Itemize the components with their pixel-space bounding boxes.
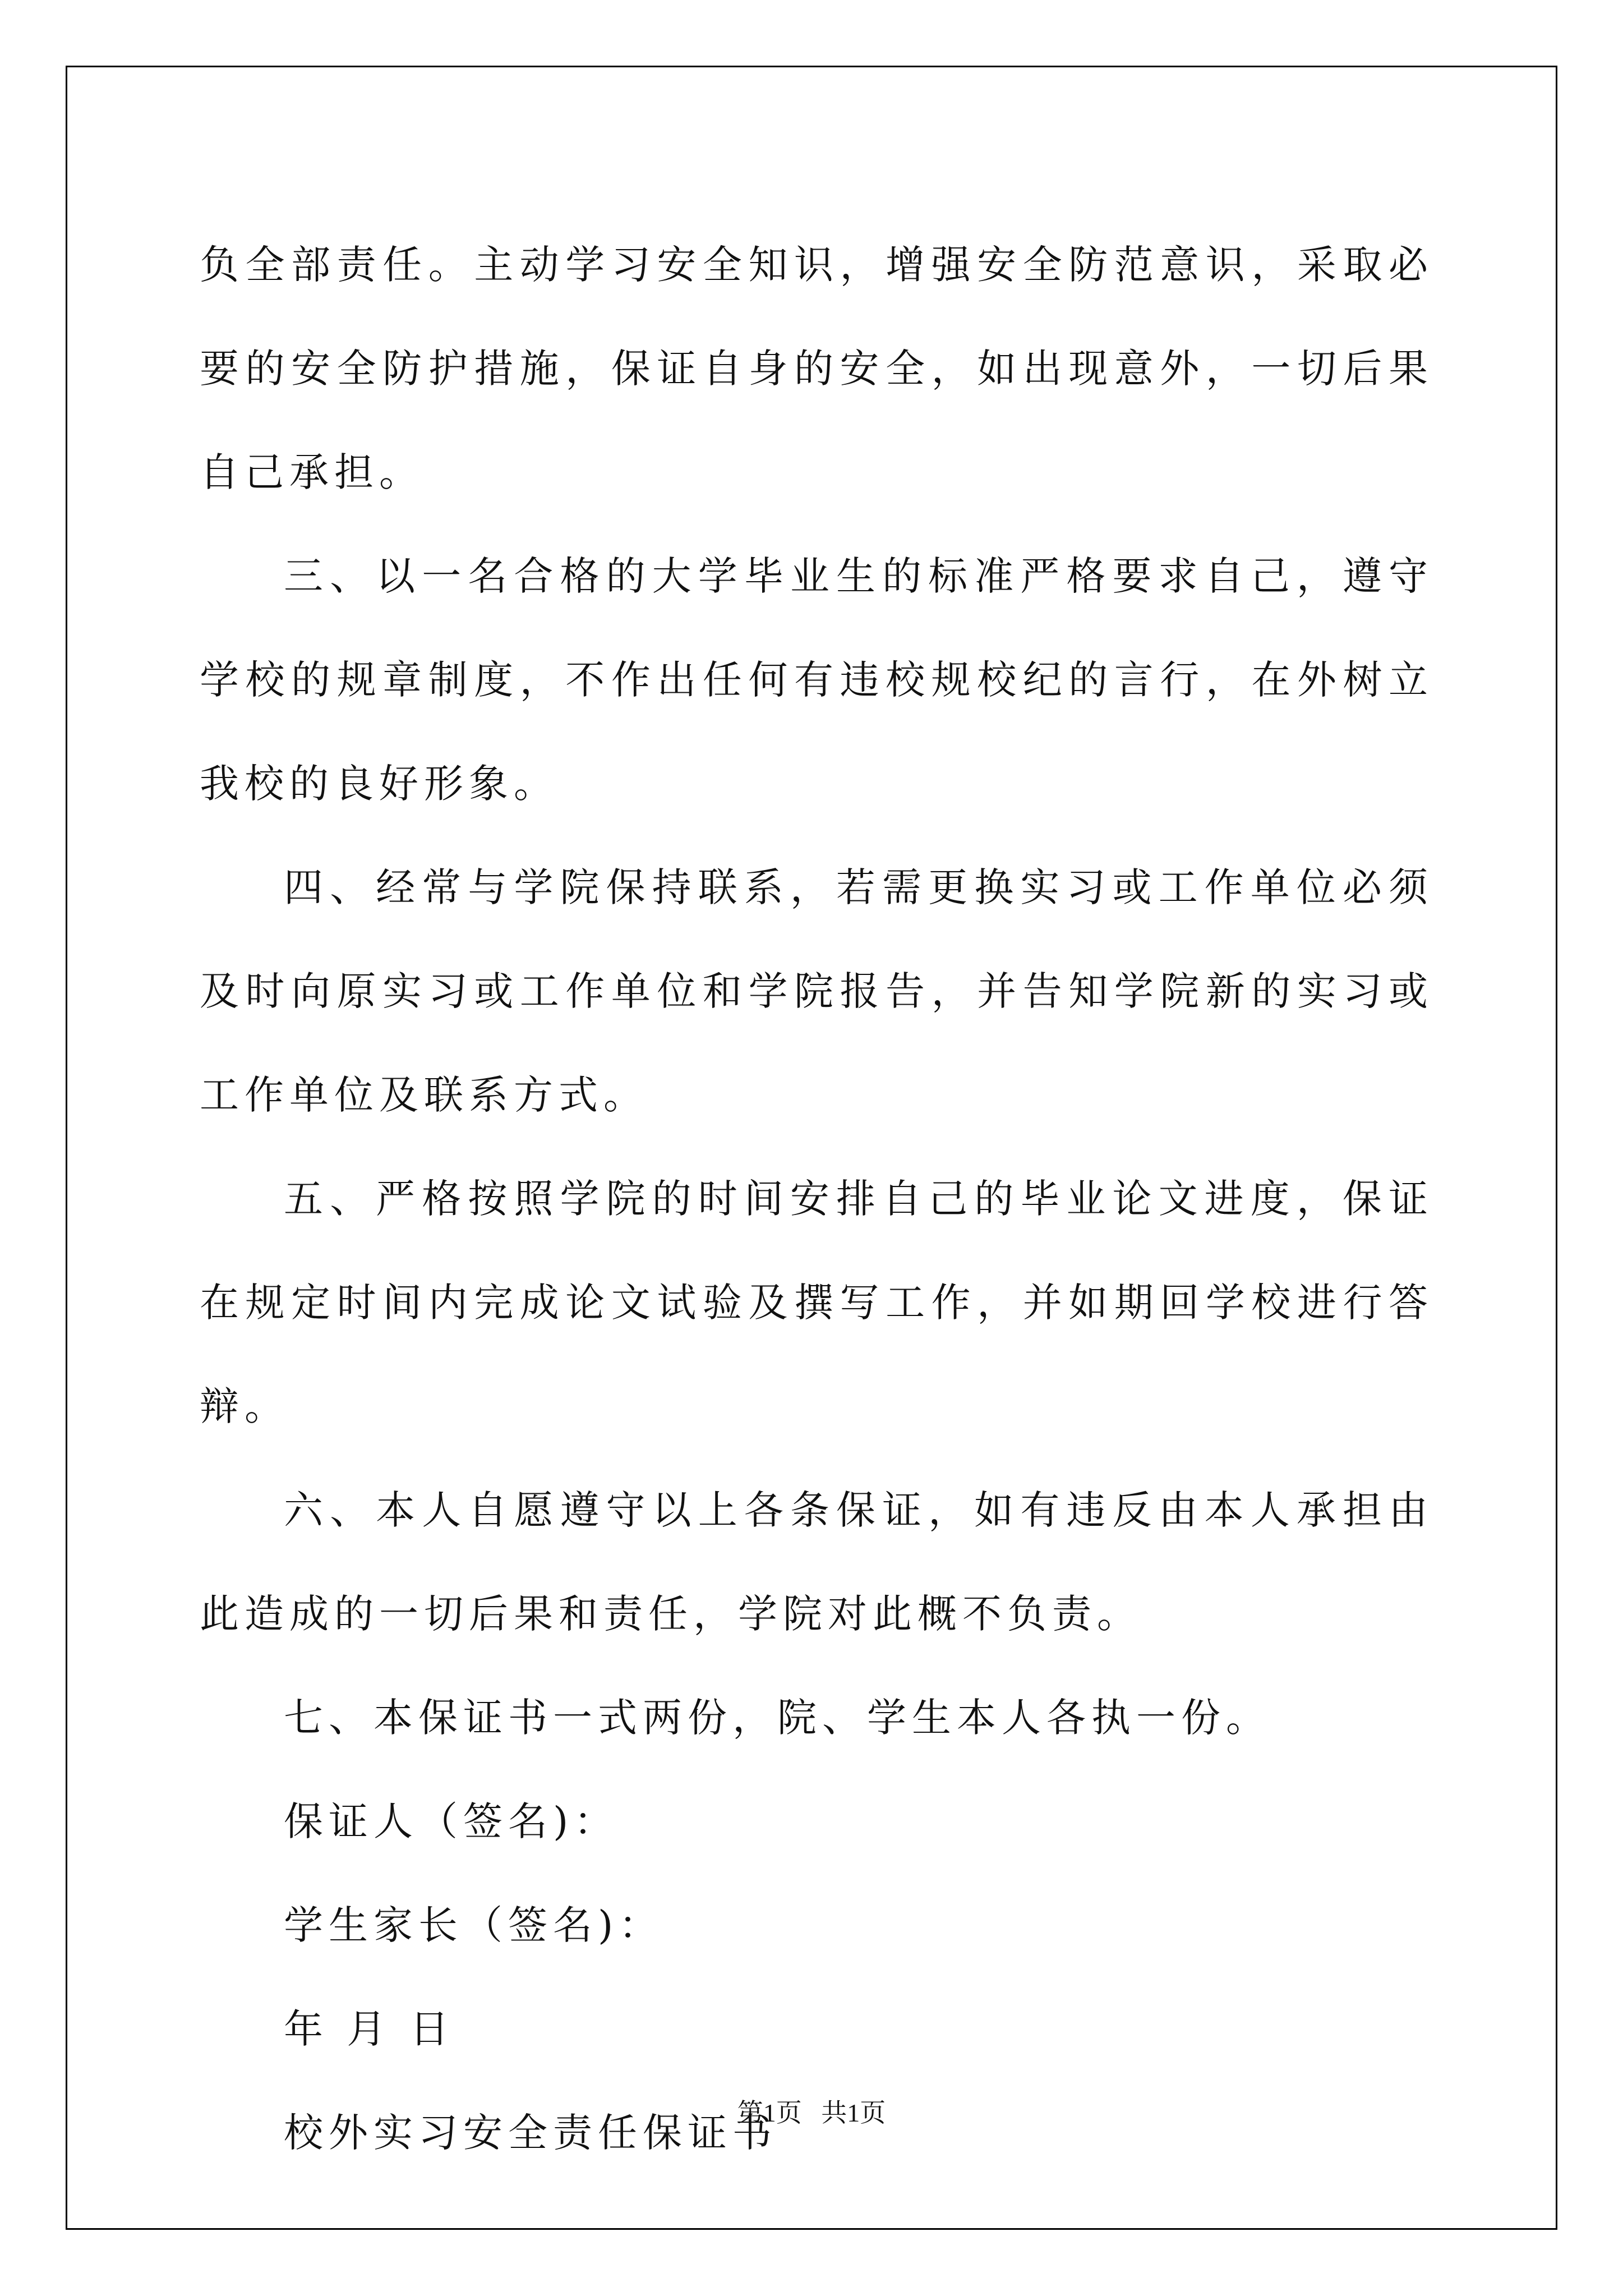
page-footer: 第1页 共1页 xyxy=(737,2099,886,2127)
paragraph: 三、以一名合格的大学毕业生的标准严格要求自己，遵守学校的规章制度，不作出任何有违校规校纪的言行，在外树立我校的良好形象。 xyxy=(200,553,1433,807)
date-line: 年 月 日 xyxy=(284,2006,455,2052)
paragraph: 七、本保证书一式两份，院、学生本人各执一份。 xyxy=(284,1695,1271,1741)
paragraph: 四、经常与学院保持联系，若需更换实习或工作单位必须及时向原实习或工作单位和学院报告，并告知学院新的实习或工作单位及联系方式。 xyxy=(200,864,1433,1118)
paragraph: 负全部责任。主动学习安全知识，增强安全防范意识，采取必要的安全防护措施，保证自身的安全，如出现意外，一切后果自己承担。 xyxy=(200,242,1433,495)
paragraph: 六、本人自愿遵守以上各条保证，如有违反由本人承担由此造成的一切后果和责任，学院对此概不负责。 xyxy=(200,1487,1433,1637)
document-body xyxy=(200,213,1433,2185)
signature-line-parent: 学生家长（签名)： xyxy=(284,1902,664,1948)
document-title: 校外实习安全责任保证书 xyxy=(284,2110,777,2156)
signature-line-guarantor: 保证人（签名)： xyxy=(284,1798,619,1844)
paragraph: 五、严格按照学院的时间安排自己的毕业论文进度，保证在规定时间内完成论文试验及撰写工作，并如期回学校进行答辩。 xyxy=(200,1176,1433,1429)
